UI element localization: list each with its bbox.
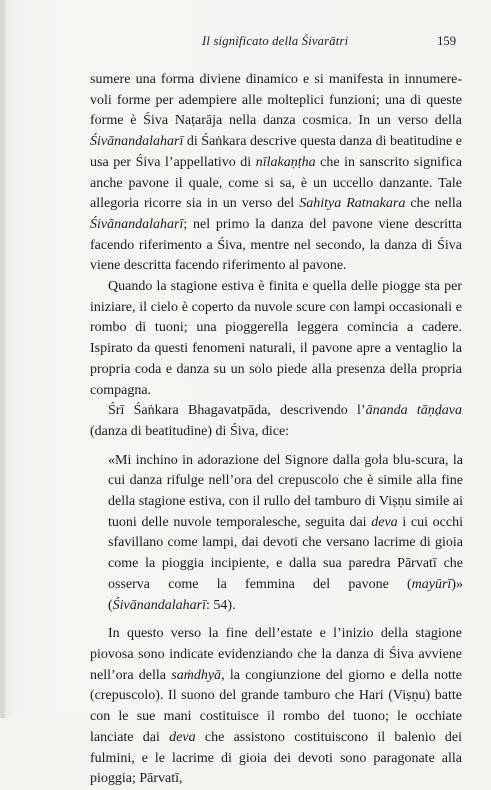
- italic-term: Śivānandalaharī: [112, 597, 207, 613]
- text-run: i cui occhi sfavillano come lampi, dai devoti che versano lacrime di gioia come la pioggia incipiente, e dalla sua paredra Pārvatī che osserva come la femmina del pavone (: [108, 514, 463, 592]
- text-run: Śrī Śaṅkara Bhagavatpāda, descrivendo l’: [108, 403, 366, 419]
- text-run: )» (: [108, 576, 463, 613]
- text-run: : 54).: [206, 597, 236, 613]
- italic-term: ānanda tāṇḍava: [365, 403, 462, 419]
- italic-term: Sahitya Ratnakara: [299, 196, 406, 212]
- text-run: «Mi inchino in adorazione del Signore dalla gola blu-scura, la cui danza rifulge nell’ora del crepuscolo che è simile alla fine della stagione estiva, con il rullo del tamburo di Viṣṇu simile ai tuoni delle nuvole temporalesche, seguita dai: [108, 452, 463, 530]
- paragraph-continuation: [90, 70, 462, 277]
- text-run: che nella: [405, 196, 462, 212]
- text-run: sumere una forma diviene dinamico e si manifesta in innumere-voli forme per adempiere alle molteplici funzioni; una di queste forme è Śiva Naṭarāja nella danza cosmica. In un verso della: [90, 72, 462, 129]
- paragraph-monsoon: [90, 277, 462, 401]
- italic-term: nīlakaṇṭha: [255, 154, 316, 170]
- page-number: 159: [437, 34, 456, 48]
- text-run: In questo verso la fine dell’estate e l’inizio della stagione piovosa sono indicate evidenziando che la danza di Śiva avviene nell’ora della: [90, 626, 462, 683]
- text-run: che in sanscrito significa anche pavone il quale, come si sa, è un uccello danzante. Tale allegoria ricorre sia in un verso del: [90, 154, 462, 212]
- page-gutter-shadow: [0, 0, 5, 718]
- paragraph-sandhya: [90, 624, 462, 790]
- italic-term: saṁdhyā: [171, 667, 222, 683]
- text-run: ; nel primo la danza del pavone viene descritta facendo riferimento a Śiva, mentre nel secondo, la danza di Śiva viene descritta facendo riferimento al pavone.: [90, 216, 462, 274]
- italic-term: Śivānandalaharī: [90, 134, 184, 150]
- body-text: [90, 70, 462, 790]
- italic-term: deva: [371, 514, 398, 530]
- paragraph-ananda-tandava: [90, 401, 462, 442]
- italic-term: deva: [169, 729, 196, 745]
- page-header: [90, 34, 462, 52]
- block-quote: [108, 451, 463, 617]
- quote-spacer-top: [90, 443, 462, 451]
- text-run: Quando la stagione estiva è finita e quella delle piogge sta per iniziare, il cielo è coperto da nuvole scure con lampi occasionali e rombo di tuoni; una pioggerella leggera comincia a cadere. Ispirato da questi fenomeni naturali, il pavone apre a ventaglio la propria coda e danza su un solo piede alla presenza della propria compagna.: [90, 279, 462, 398]
- text-run: (danza di beatitudine) di Śiva, dice:: [90, 423, 290, 439]
- text-run: di Śaṅkara descrive questa danza di beatitudine e usa per Śiva l’appellativo di: [90, 134, 462, 170]
- text-run: , la congiunzione del giorno e della notte (crepuscolo). Il suono del grande tamburo che Hari (Viṣṇu) batte con le sue mani costituisce il rombo del tuono; le occhiate lanciate dai: [90, 667, 463, 745]
- italic-term: Śivānandalaharī: [90, 216, 184, 232]
- quote-spacer-bottom: [90, 616, 462, 624]
- running-title: Il significato della Śivarātri: [202, 34, 349, 48]
- text-run: che assistono costituiscono il balenio dei fulmini, e le lacrime di gioia dei devoti sono paragonate alla pioggia; Pārvatī,: [90, 729, 462, 787]
- italic-term: mayūrī: [411, 576, 452, 592]
